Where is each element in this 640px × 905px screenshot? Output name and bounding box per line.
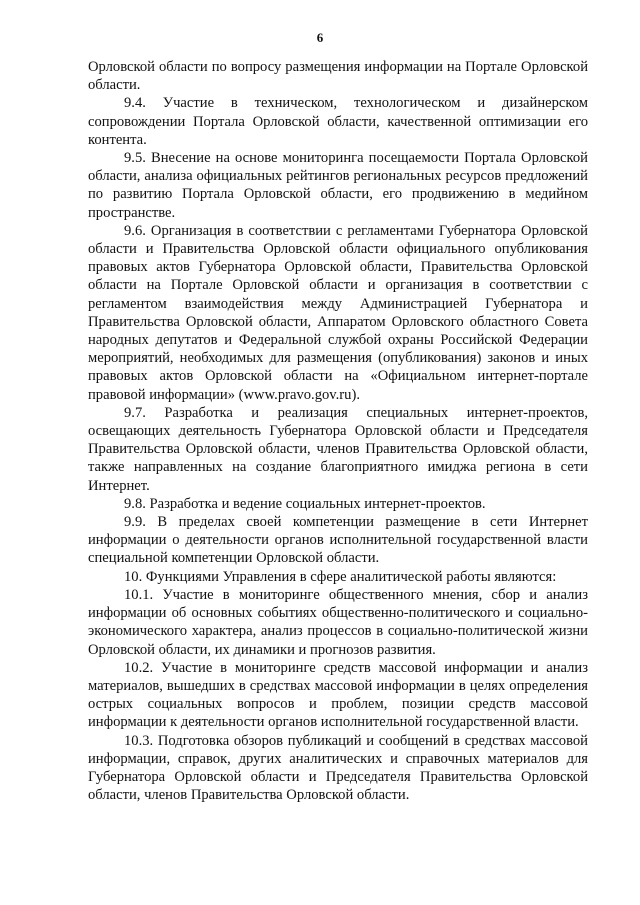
paragraph-9-9: 9.9. В пределах своей компетенции размещение в сети Интернет информации о деятельности органов исполнительной государственной власти специальной компетенции Орловской области. (88, 514, 588, 567)
paragraph-10-1: 10.1. Участие в мониторинге общественного мнения, сбор и анализ информации об основных событиях общественно-политического и социально-экономического характера, анализ процессов в социально-политической жизни Орловской области, их динамики и прогнозов развития. (88, 586, 588, 658)
paragraph-10-2: 10.2. Участие в мониторинге средств массовой информации и анализ материалов, вышедших в средствах массовой информации в целях определения острых социальных вопросов и проблем, позиции средств массовой информации к деятельности органов исполнительной государственной власти. (88, 659, 588, 731)
paragraph-continuation: Орловской области по вопросу размещения информации на Портале Орловской области. (88, 59, 588, 94)
paragraph-9-8: 9.8. Разработка и ведение социальных интернет-проектов. (124, 495, 486, 512)
paragraph-9-7: 9.7. Разработка и реализация специальных интернет-проектов, освещающих деятельность Губернатора Орловской области и Председателя Правительства Орловской области, членов Правительства Орловской области, также направленных на создание благоприятного имиджа региона в сети Интернет. (88, 404, 588, 494)
paragraph-9-5: 9.5. Внесение на основе мониторинга посещаемости Портала Орловской области, анализа официальных рейтингов региональных ресурсов предложений по развитию Портала Орловской области, его продвижению в медийном пространстве. (88, 150, 588, 221)
paragraph-9-4: 9.4. Участие в техническом, технологическом и дизайнерском сопровождении Портала Орловской области, качественной оптимизации его контента. (88, 95, 588, 148)
page-number: 6 (316, 30, 324, 45)
document-body (88, 58, 588, 804)
paragraph-9-6: 9.6. Организация в соответствии с регламентами Губернатора Орловской области и Правительства Орловской области официального опубликования правовых актов Губернатора Орловской области, Правительства Орловской области на Портале Орловской области и организация в соответствии с регламентом взаимодействия между Администрацией Губернатора и Правительства Орловской области, Аппаратом Орловского областного Совета народных депутатов и Федеральной службой охраны Российской Федерации мероприятий, необходимых для размещения (опубликования) законов и иных правовых актов Орловской области на «Официальном интернет-портале правовой информации» (www.pravo.gov.ru). (88, 222, 588, 403)
paragraph-10: 10. Функциями Управления в сфере аналитической работы являются: (124, 568, 557, 585)
paragraph-10-3: 10.3. Подготовка обзоров публикаций и сообщений в средствах массовой информации, справок, других аналитических и справочных материалов для Губернатора Орловской области и Председателя Правительства Орловской области, членов Правительства Орловской области. (88, 732, 588, 804)
